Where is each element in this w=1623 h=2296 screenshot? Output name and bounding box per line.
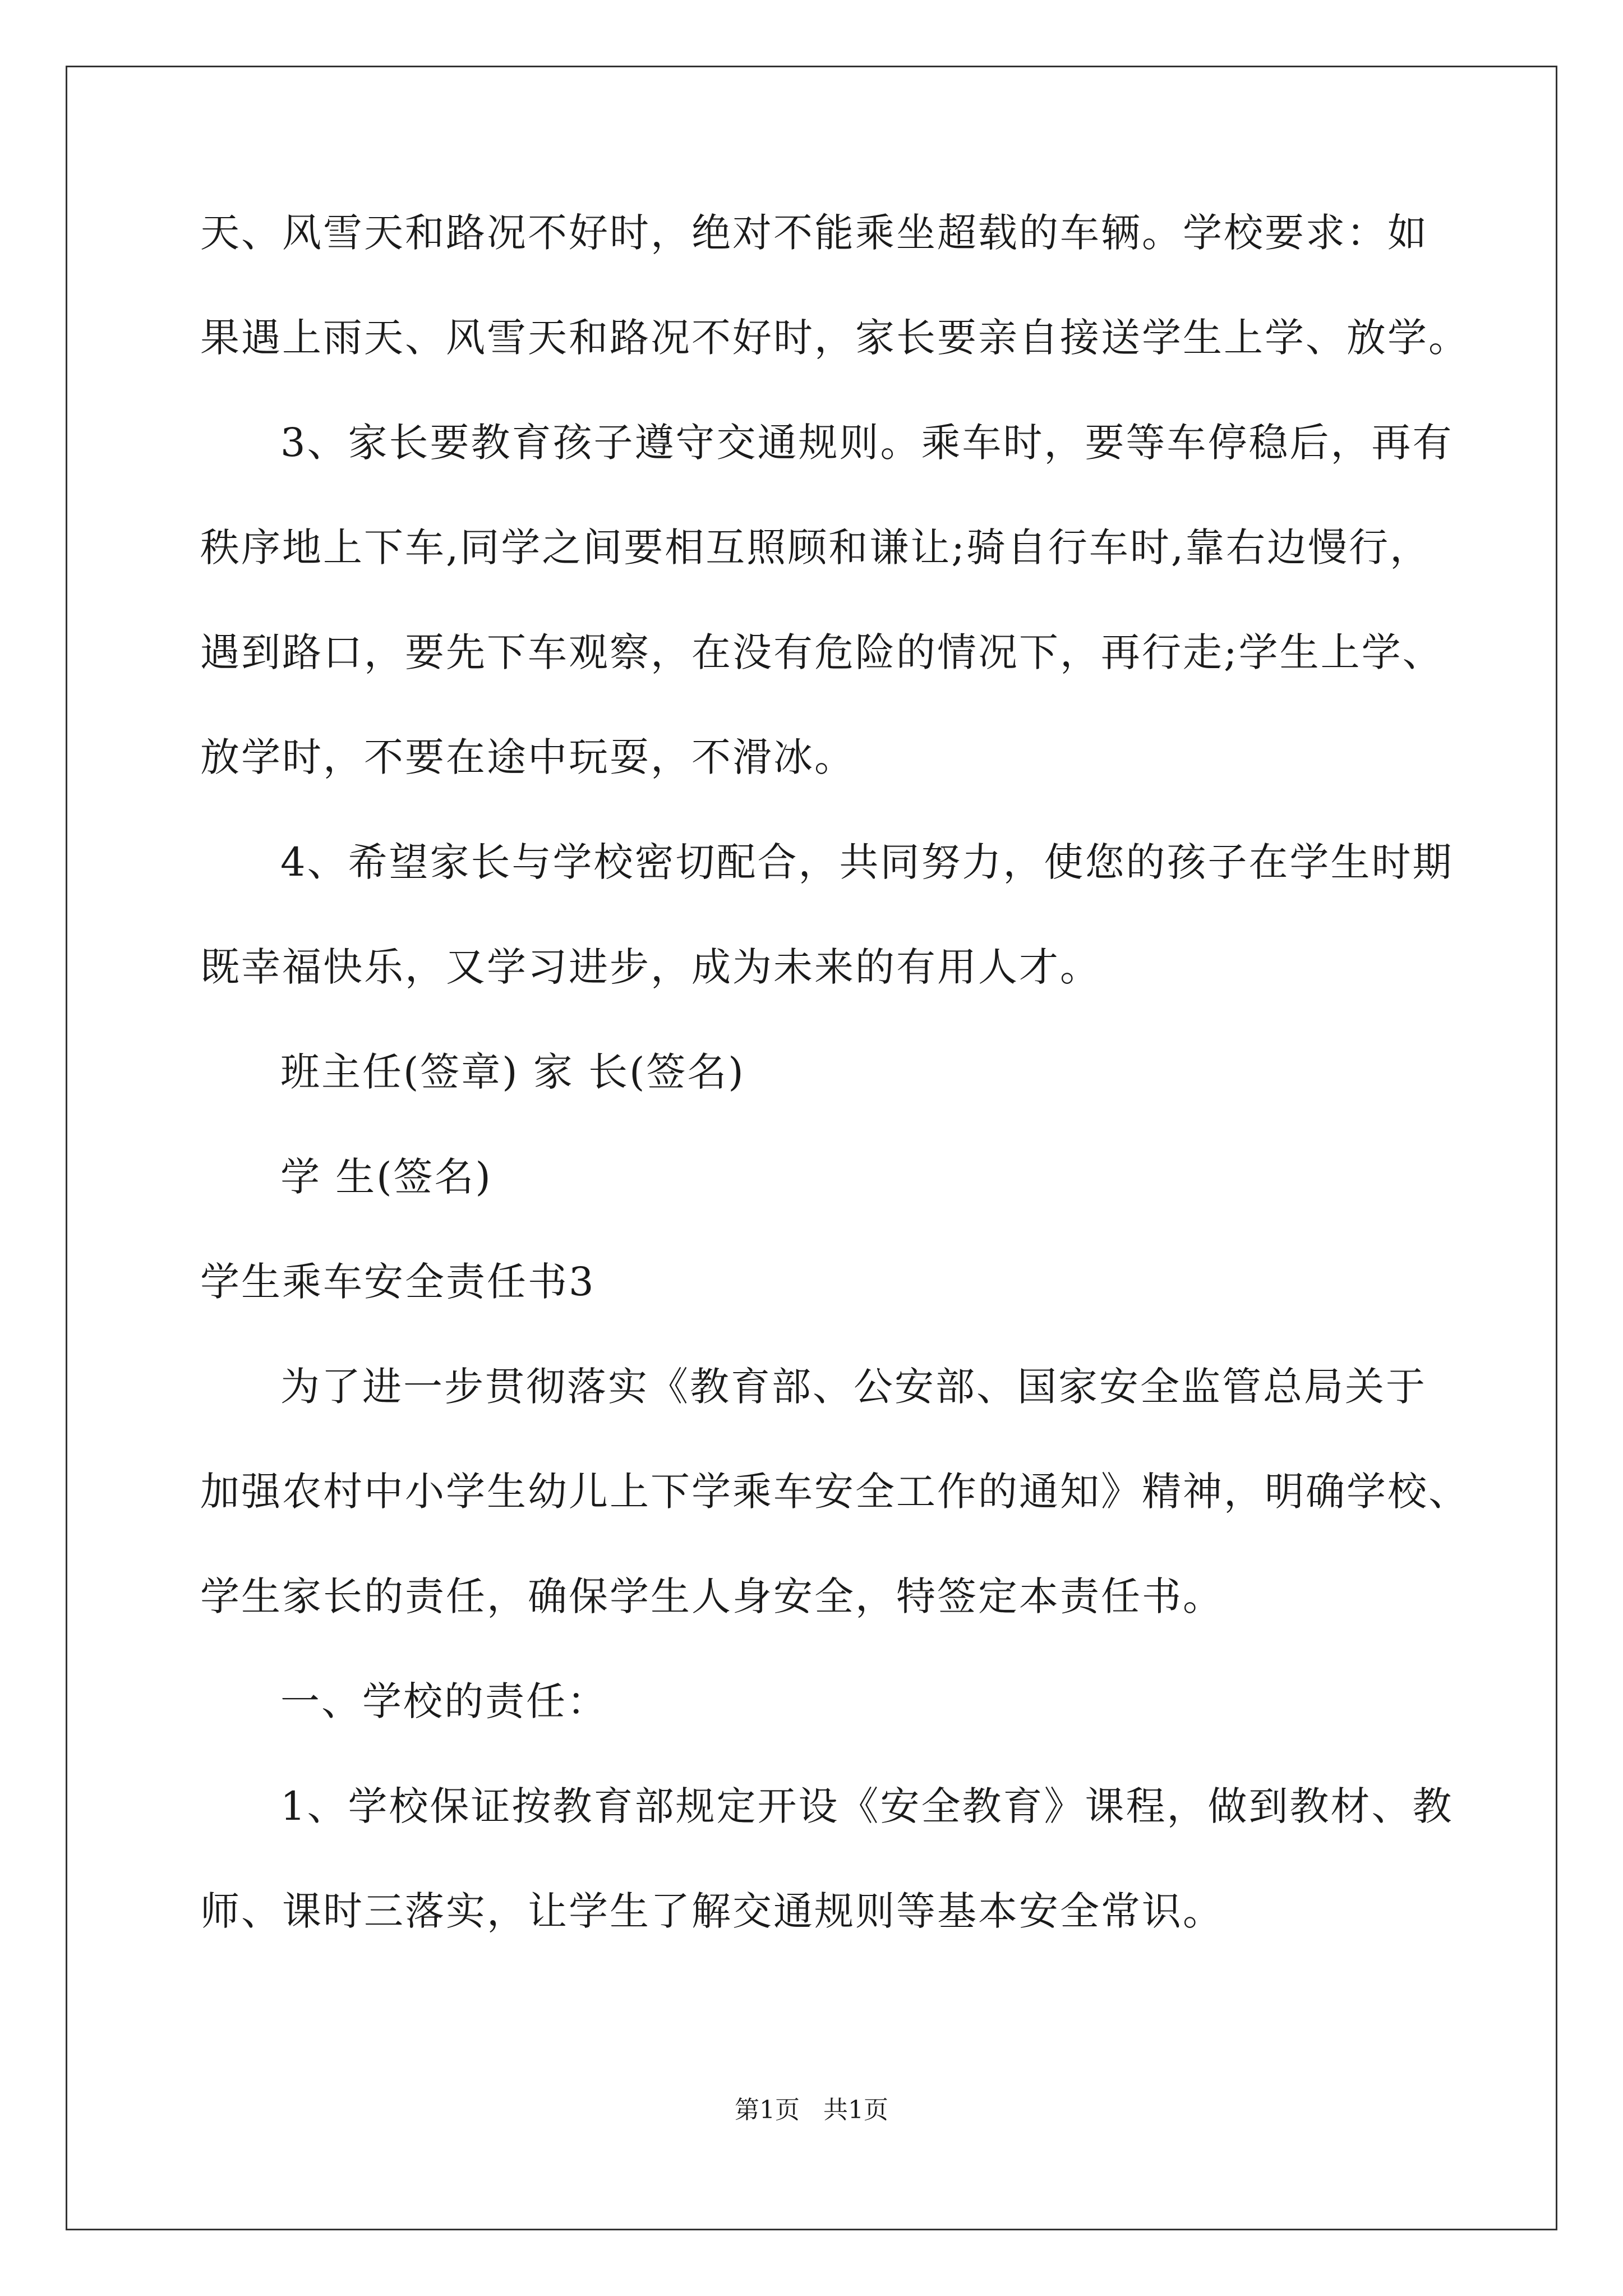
section-title: 学生乘车安全责任书3 bbox=[200, 1259, 596, 1305]
text-line: 放学时，不要在途中玩耍，不滑冰。 bbox=[200, 734, 855, 780]
text-line: 天、风雪天和路况不好时，绝对不能乘坐超载的车辆。学校要求：如 bbox=[200, 210, 1428, 256]
text-line: 遇到路口，要先下车观察，在没有危险的情况下，再行走;学生上学、 bbox=[200, 629, 1444, 675]
signature-line-student: 学 生(签名) bbox=[280, 1154, 492, 1200]
document-body bbox=[200, 210, 1469, 1996]
signature-line-teacher-parent: 班主任(签章) 家 长(签名) bbox=[280, 1049, 745, 1095]
text-line: 秩序地上下车,同学之间要相互照顾和谦让;骑自行车时,靠右边慢行， bbox=[200, 524, 1431, 570]
page-footer bbox=[0, 2098, 1623, 2123]
paragraph-item-1: 1、学校保证按教育部规定开设《安全教育》课程，做到教材、教 bbox=[280, 1783, 1454, 1829]
paragraph-item-3: 3、家长要教育孩子遵守交通规则。乘车时，要等车停稳后，再有 bbox=[280, 420, 1454, 466]
text-line: 既幸福快乐，又学习进步，成为未来的有用人才。 bbox=[200, 944, 1101, 990]
page-number-current: 第1页 bbox=[735, 2096, 800, 2124]
text-line: 果遇上雨天、风雪天和路况不好时，家长要亲自接送学生上学、放学。 bbox=[200, 315, 1469, 361]
paragraph-item-4: 4、希望家长与学校密切配合，共同努力，使您的孩子在学生时期 bbox=[280, 839, 1454, 885]
text-line: 师、课时三落实，让学生了解交通规则等基本安全常识。 bbox=[200, 1888, 1224, 1934]
page-number-total: 共1页 bbox=[823, 2096, 888, 2124]
section-heading-school: 一、学校的责任： bbox=[280, 1678, 608, 1724]
text-line: 加强农村中小学生幼儿上下学乘车安全工作的通知》精神，明确学校、 bbox=[200, 1469, 1469, 1515]
text-line: 学生家长的责任，确保学生人身安全，特签定本责任书。 bbox=[200, 1573, 1224, 1619]
intro-paragraph: 为了进一步贯彻落实《教育部、公安部、国家安全监管总局关于 bbox=[280, 1364, 1427, 1410]
